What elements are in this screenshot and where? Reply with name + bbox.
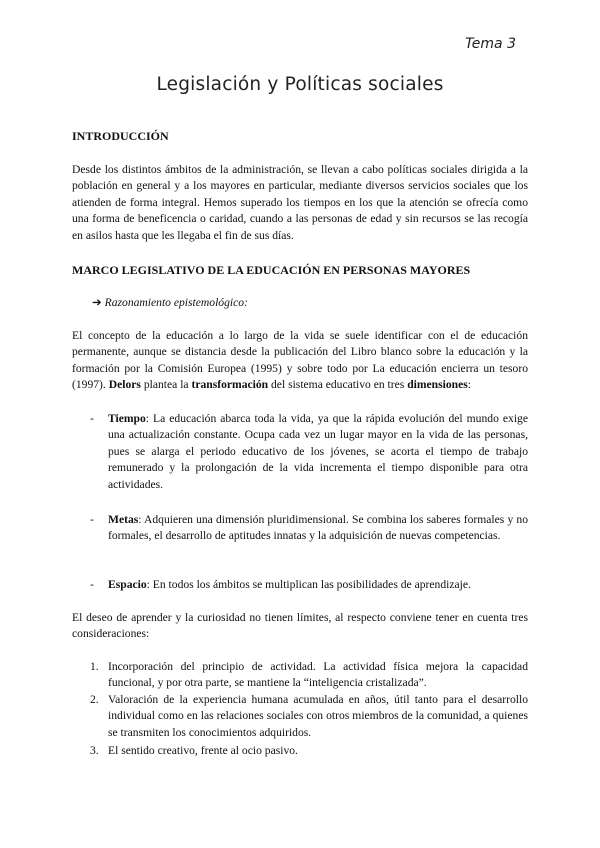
dimension-term: Tiempo	[108, 412, 146, 425]
arrow-icon: ➔	[92, 296, 102, 309]
topic-number: Tema 3	[464, 36, 516, 52]
dimension-item-metas	[90, 512, 528, 545]
dimension-text: : Adquieren una dimensión pluridimensional. Se combina los saberes formales y no formales, el desarrollo de aptitudes innatas y la adquisición de nuevas competencias.	[108, 513, 528, 543]
bullet-dash: -	[90, 412, 94, 425]
consideration-item-2	[90, 692, 528, 741]
bullet-dash: -	[90, 578, 94, 591]
list-number: 3.	[90, 744, 99, 757]
dimension-item-tiempo	[90, 411, 528, 493]
list-number: 1.	[90, 660, 99, 673]
delors-term: Delors	[108, 378, 141, 392]
marco-heading	[72, 262, 528, 278]
subheading	[92, 295, 492, 311]
deseo-text: El deseo de aprender y la curiosidad no tienen límites, al respecto conviene tener en cuenta tres consideraciones:	[72, 611, 528, 641]
intro-text: Desde los distintos ámbitos de la administración, se llevan a cabo políticas sociales dirigida a la población en general y a los mayores en particular, mediante diversos servicios sociales que los atienden de forma integral. Hemos superado los tiempos en los que la atención se ofrecía como una forma de beneficencia o caridad, cuando a las personas de edad y sin recursos se las recogía en asilos hasta que les llegaba el fin de sus días.	[72, 163, 528, 242]
subheading-text: Razonamiento epistemológico:	[104, 296, 248, 309]
consideration-item-1	[90, 659, 528, 692]
bullet-dash: -	[90, 513, 94, 526]
marco-heading-text: MARCO LEGISLATIVO DE LA EDUCACIÓN EN PERSONAS MAYORES	[72, 263, 471, 277]
concepto-text: El concepto de la educación a lo largo de la vida se suele identificar con el de educación permanente, aunque se distancia desde la publicación del Libro blanco sobre la educación y la formación por la Comisión Europea (1995) y sobre todo por La educación encierra un tesoro (1997).	[72, 329, 528, 392]
page-title: Legislación y Políticas sociales	[156, 74, 444, 95]
deseo-paragraph	[72, 610, 528, 643]
intro-paragraph	[72, 162, 528, 244]
dimension-text: : La educación abarca toda la vida, ya que la rápida evolución del mundo exige una actualización constante. Ocupa cada vez un lugar mayor en la vida de las personas, pues se alarga el periodo educativo de los jóvenes, se acorta el tiempo de trabajo remunerado y la prolongación de la vida incrementa el tiempo disponible para otra actividades.	[108, 412, 528, 491]
intro-heading-text: INTRODUCCIÓN	[72, 129, 169, 143]
concepto-text-3: del sistema educativo en tres	[268, 378, 408, 392]
consideration-text: Valoración de la experiencia humana acumulada en años, útil tanto para el desarrollo individual como en las relaciones sociales con otros miembros de la comunidad, a quienes se transmiten los conocimientos adquiridos.	[108, 693, 528, 739]
dimension-text: : En todos los ámbitos se multiplican las posibilidades de aprendizaje.	[146, 578, 471, 591]
list-number: 2.	[90, 693, 99, 706]
dimension-term: Espacio	[108, 578, 147, 591]
consideration-text: Incorporación del principio de actividad. La actividad física mejora la capacidad funcional, y por otra parte, se mantiene la “inteligencia cristalizada”.	[108, 660, 528, 690]
consideration-text: El sentido creativo, frente al ocio pasivo.	[108, 744, 298, 757]
dimension-item-espacio	[90, 577, 528, 593]
concepto-paragraph	[72, 328, 528, 394]
dimension-term: Metas	[108, 513, 139, 526]
consideration-item-3	[90, 743, 528, 759]
concepto-text-4: :	[467, 378, 471, 392]
transformacion-term: transformación	[191, 378, 269, 392]
concepto-text-2: plantea la	[140, 378, 192, 392]
intro-heading	[72, 128, 528, 144]
dimensiones-term: dimensiones	[407, 378, 468, 392]
